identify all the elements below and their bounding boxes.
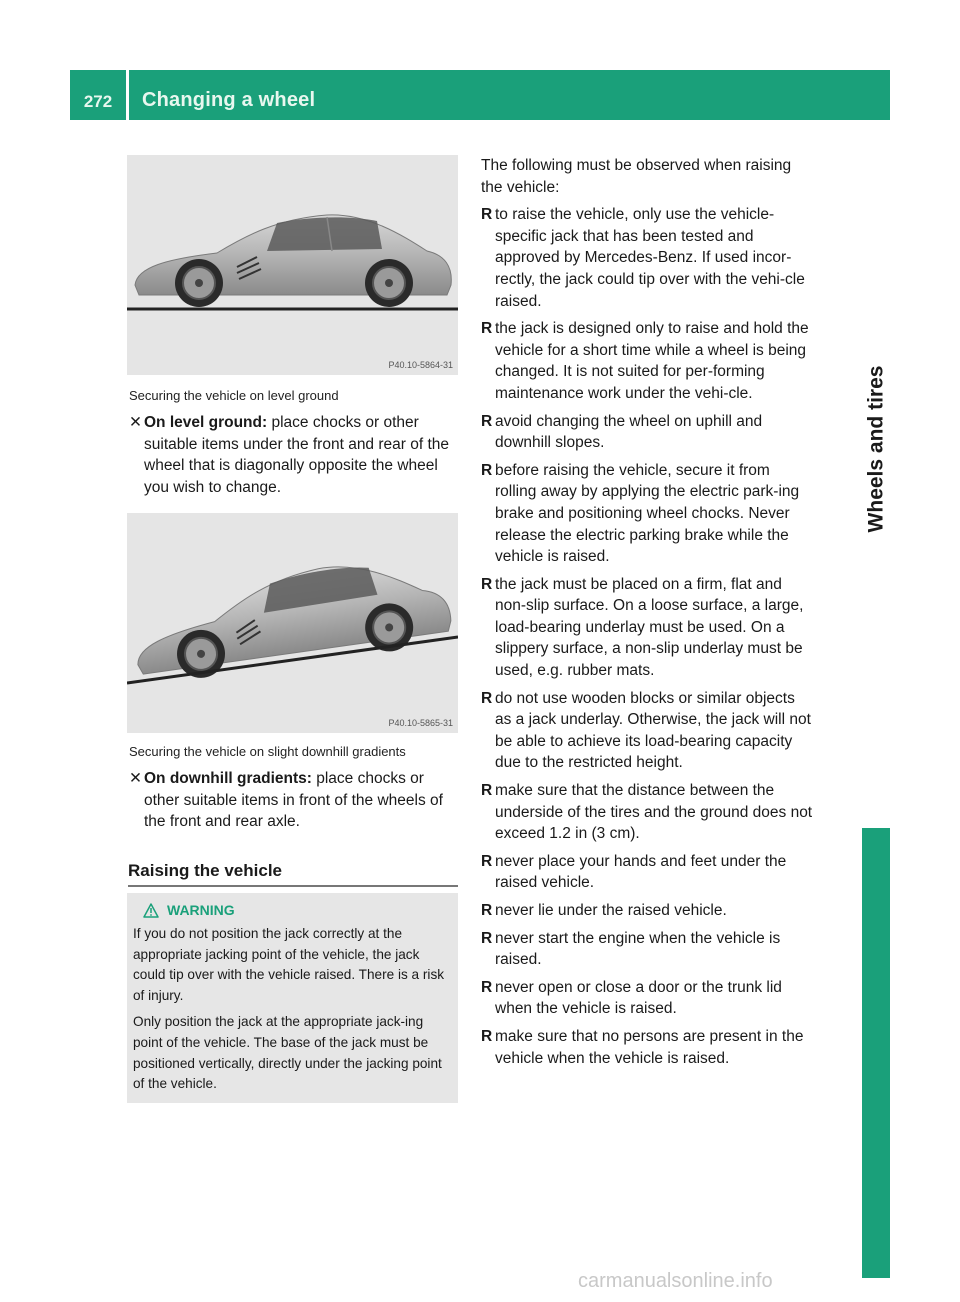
list-item [481,574,813,682]
list-item-text: make sure that no persons are present in the vehicle when the vehicle is raised. [495,1027,804,1067]
warning-box [127,893,458,1103]
section-title: Changing a wheel [142,89,316,111]
warning-paragraph: Only position the jack at the appropriate jack-ing point of the vehicle. The base of the jack must be positioned vertically, directly under the jacking point of the vehicle. [133,1014,442,1092]
list-item [481,460,813,568]
figure-code: P40.10-5865-31 [388,718,453,728]
header-divider [126,70,129,120]
watermark: carmanualsonline.info [578,1270,773,1292]
step-level-ground [129,412,459,498]
subheading: Raising the vehicle [128,861,282,880]
bullet-icon: R [481,1027,493,1045]
bullet-icon: R [481,689,493,707]
side-tab-label: Wheels and tires [864,365,888,533]
list-item [481,851,813,894]
figure-level-ground [127,155,458,375]
step-text: place chocks or other suitable items in front of the wheels of the front and rear axle. [144,770,443,831]
list-item-text: before raising the vehicle, secure it from rolling away by applying the electric park-ing brake and positioning wheel chocks. Never release the electric parking brake while the vehicle is raised. [495,461,800,566]
header-bar [70,70,890,120]
figure-downhill [127,513,458,733]
list-item [481,928,813,971]
page-number-box [70,70,126,120]
list-item-text: never start the engine when the vehicle is raised. [495,929,781,969]
side-tab [862,120,890,778]
car-illustration-downhill [127,513,458,733]
step-marker-icon: ✕ [129,414,142,431]
step-label: On level ground: [144,414,268,431]
list-item [481,204,813,312]
step-label: On downhill gradients: [144,770,312,787]
bullet-icon: R [481,412,493,430]
bullet-icon: R [481,782,493,800]
side-tab-block [862,828,890,1278]
bullet-icon: R [481,575,493,593]
list-item [481,780,813,845]
list-item [481,900,813,922]
list-item-text: never open or close a door or the trunk lid when the vehicle is raised. [495,978,782,1018]
subheading-rule [128,885,458,887]
list-item-text: never lie under the raised vehicle. [495,902,727,919]
warning-text [133,924,453,1101]
right-column [481,155,813,1075]
list-item [481,1026,813,1069]
list-item-text: never place your hands and feet under the raised vehicle. [495,852,787,892]
figure-caption: Securing the vehicle on level ground [129,388,339,403]
list-item-text: the jack is designed only to raise and hold the vehicle for a short time while a wheel is being changed. It is not suited for per-forming maintenance work under the vehi-cle. [495,320,809,402]
bullet-icon: R [481,929,493,947]
step-downhill [129,768,459,833]
bullet-icon: R [481,902,493,919]
list-item-text: the jack must be placed on a firm, flat and non-slip surface. On a loose surface, a large, load-bearing underlay must be used. On a slippery surface, a non-slip underlay must be used, e.g. rubber mats. [495,575,804,680]
bullet-icon: R [481,978,493,996]
warning-label: WARNING [167,902,235,918]
figure-caption: Securing the vehicle on slight downhill gradients [129,744,406,759]
intro-text: The following must be observed when raising the vehicle: [481,157,792,196]
list-item-text: make sure that the distance between the underside of the tires and the ground does not exceed 1.2 in (3 cm). [495,782,813,843]
list-item [481,411,813,454]
list-item-text: to raise the vehicle, only use the vehicle-specific jack that has been tested and approved by Mercedes-Benz. If used incor-rectly, the jack could tip over with the vehi-cle raised. [495,206,805,310]
bullet-icon: R [481,206,493,224]
car-illustration-level [127,155,458,375]
warning-paragraph: If you do not position the jack correctly at the appropriate jacking point of the vehicle, the jack could tip over with the vehicle raised. There is a risk of injury. [133,926,445,1003]
figure-code: P40.10-5864-31 [388,360,453,370]
bullet-icon: R [481,852,493,870]
step-marker-icon: ✕ [129,770,142,787]
list-item-text: avoid changing the wheel on uphill and downhill slopes. [495,412,763,452]
list-item [481,977,813,1020]
warning-triangle-icon [143,903,159,918]
list-item [481,688,813,774]
bullet-icon: R [481,461,493,479]
bullet-icon: R [481,320,493,338]
page-number: 272 [83,92,113,111]
list-item-text: do not use wooden blocks or similar objects as a jack underlay. Otherwise, the jack will not be able to achieve its load-bearing capacity due to the restricted height. [495,689,811,772]
list-item [481,318,813,404]
step-text: place chocks or other suitable items under the front and rear of the wheel that is diagonally opposite the wheel you wish to change. [144,414,450,496]
